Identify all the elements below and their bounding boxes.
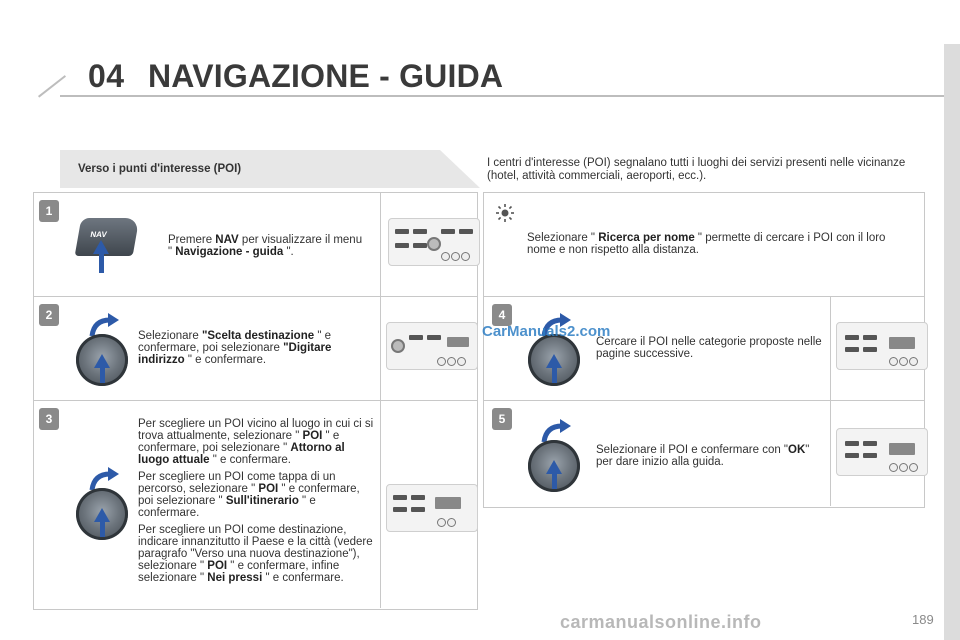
step-3-paragraph-2: Per scegliere un POI come tappa di un percorso, selezionare " POI " e confermare, poi selezionare " Sull'itinerario " e confermare.: [138, 471, 360, 519]
step-4-text: Cercare il POI nelle categorie proposte nelle pagine successive.: [596, 336, 822, 360]
watermark-link[interactable]: CarManuals2.com: [482, 323, 611, 340]
step-3-text: [138, 418, 376, 589]
divider: [483, 296, 925, 297]
nav-key-label: NAV: [89, 230, 108, 239]
step-3-paragraph-1: Per scegliere un POI vicino al luogo in cui ci si trova attualmente, selezionare " POI " e confermare, poi selezionare " Attorno al luogo attuale " e confermare.: [138, 418, 374, 466]
radio-panel-thumbnail: [386, 484, 478, 532]
divider: [380, 192, 381, 608]
tip-sun-icon: [496, 204, 514, 222]
chapter-number: 04: [88, 58, 125, 94]
page-number: 189: [912, 612, 934, 627]
section-band-notch: [440, 150, 480, 188]
up-arrow-shaft: [552, 473, 557, 489]
step-5-badge: 5: [492, 408, 512, 430]
step-1-text: Premere NAV per visualizzare il menu " Navigazione - guida ".: [168, 234, 363, 258]
radio-panel-thumbnail: [386, 322, 478, 370]
up-arrow-shaft: [99, 253, 104, 273]
divider: [830, 296, 831, 506]
up-arrow-shaft: [552, 367, 557, 383]
section-intro: I centri d'interesse (POI) segnalano tutti i luoghi dei servizi presenti nelle vicinanze (hotel, attività commerciali, aeroporti, ecc.).: [487, 157, 906, 182]
header-rule: [60, 95, 944, 97]
up-arrow-shaft: [100, 521, 105, 537]
step-5-text: Selezionare il POI e confermare con "OK" per dare inizio alla guida.: [596, 444, 810, 468]
step-3-badge: 3: [39, 408, 59, 430]
up-arrow-icon: [546, 354, 562, 368]
step-4-badge: 4: [492, 304, 512, 326]
up-arrow-shaft: [100, 367, 105, 383]
step-2-badge: 2: [39, 304, 59, 326]
divider: [33, 400, 478, 401]
up-arrow-icon: [93, 240, 109, 254]
divider: [483, 400, 925, 401]
page-edge-strip: [944, 44, 960, 640]
radio-panel-thumbnail: [836, 428, 928, 476]
step-1-badge: 1: [39, 200, 59, 222]
radio-panel-thumbnail: [388, 218, 480, 266]
section-title: Verso i punti d'interesse (POI): [78, 163, 242, 175]
divider: [33, 296, 478, 297]
up-arrow-icon: [94, 354, 110, 368]
tip-text: Selezionare " Ricerca per nome " permette di cercare i POI con il loro nome e non rispetto alla distanza.: [527, 232, 886, 256]
step-2-text: Selezionare "Scelta destinazione " e confermare, poi selezionare "Digitare indirizzo " e confermare.: [138, 330, 332, 366]
up-arrow-icon: [94, 508, 110, 522]
step-3-paragraph-3: Per scegliere un POI come destinazione, indicare innanzitutto il Paese e la città (vedere paragrafo "Verso una nuova destinazione"), selezionare " POI " e confermare, infine selezionare " Nei pressi " e confermare.: [138, 524, 373, 584]
radio-panel-thumbnail: [836, 322, 928, 370]
footer-watermark: carmanualsonline.info: [560, 612, 762, 632]
chapter-title: NAVIGAZIONE - GUIDA: [148, 58, 504, 94]
up-arrow-icon: [546, 460, 562, 474]
